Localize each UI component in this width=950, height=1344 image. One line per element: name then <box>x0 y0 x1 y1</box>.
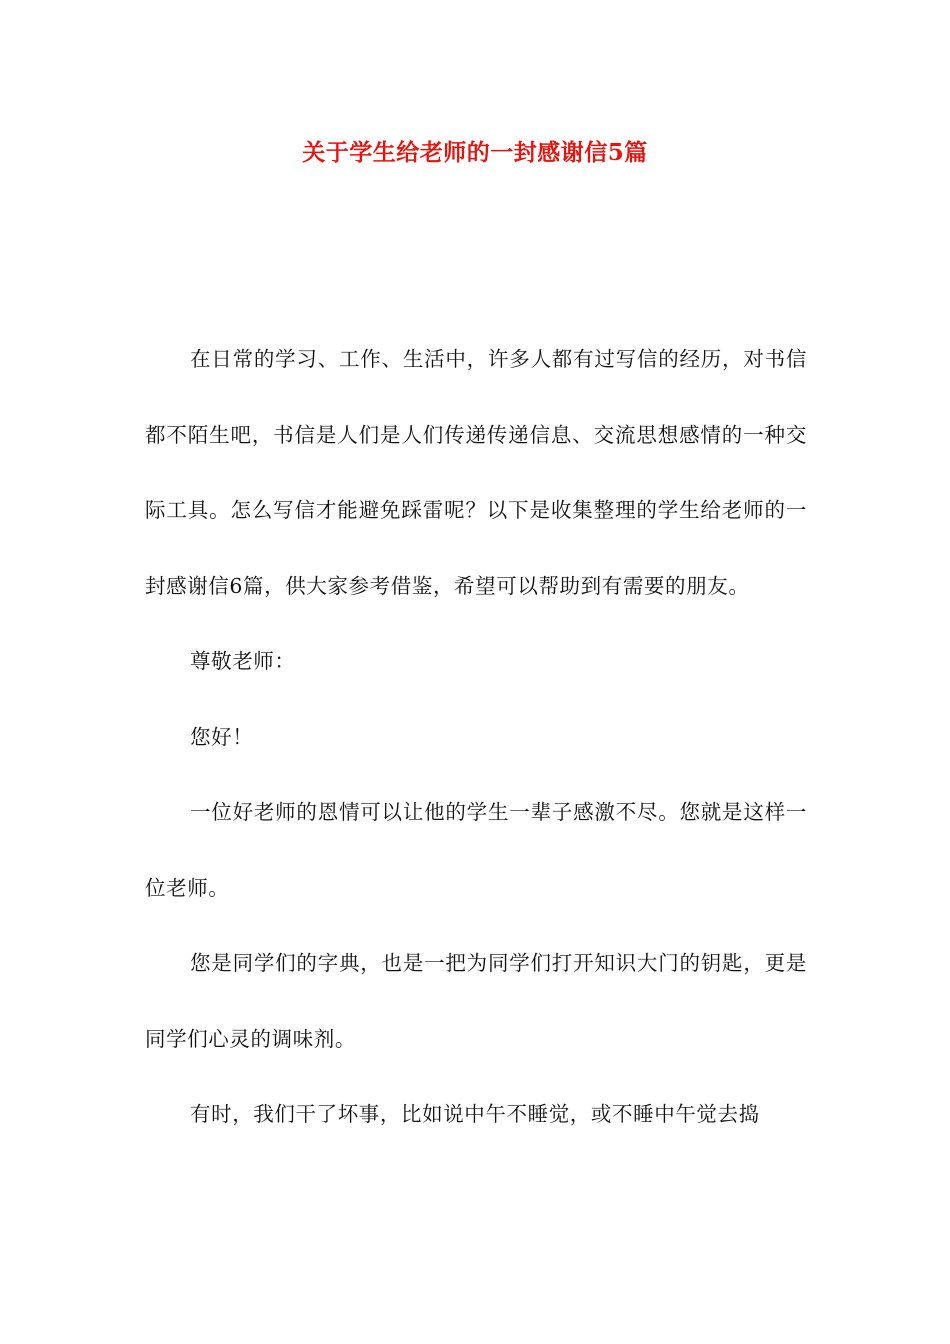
salutation: 尊敬老师： <box>190 649 296 673</box>
greeting: 您好！ <box>190 724 254 749</box>
body-paragraph: 有时，我们干了坏事，比如说中午不睡觉，或不睡中午觉去捣 <box>190 1102 760 1126</box>
document-title: 关于学生给老师的一封感谢信5篇 <box>302 139 648 166</box>
document-body <box>145 322 807 1153</box>
body-paragraph: 一位好老师的恩情可以让他的学生一辈子感激不尽。您就是这样一位老师。 <box>145 800 807 900</box>
body-paragraph: 您是同学们的字典，也是一把为同学们打开知识大门的钥匙，更是同学们心灵的调味剂。 <box>145 951 807 1051</box>
intro-paragraph: 在日常的学习、工作、生活中，许多人都有过写信的经历，对书信都不陌生吧，书信是人们是人们传递传递信息、交流思想感情的一种交际工具。怎么写信才能避免踩雷呢？以下是收集整理的学生给老师的一封感谢信6篇，供大家参考借鉴，希望可以帮助到有需要的朋友。 <box>145 347 807 598</box>
